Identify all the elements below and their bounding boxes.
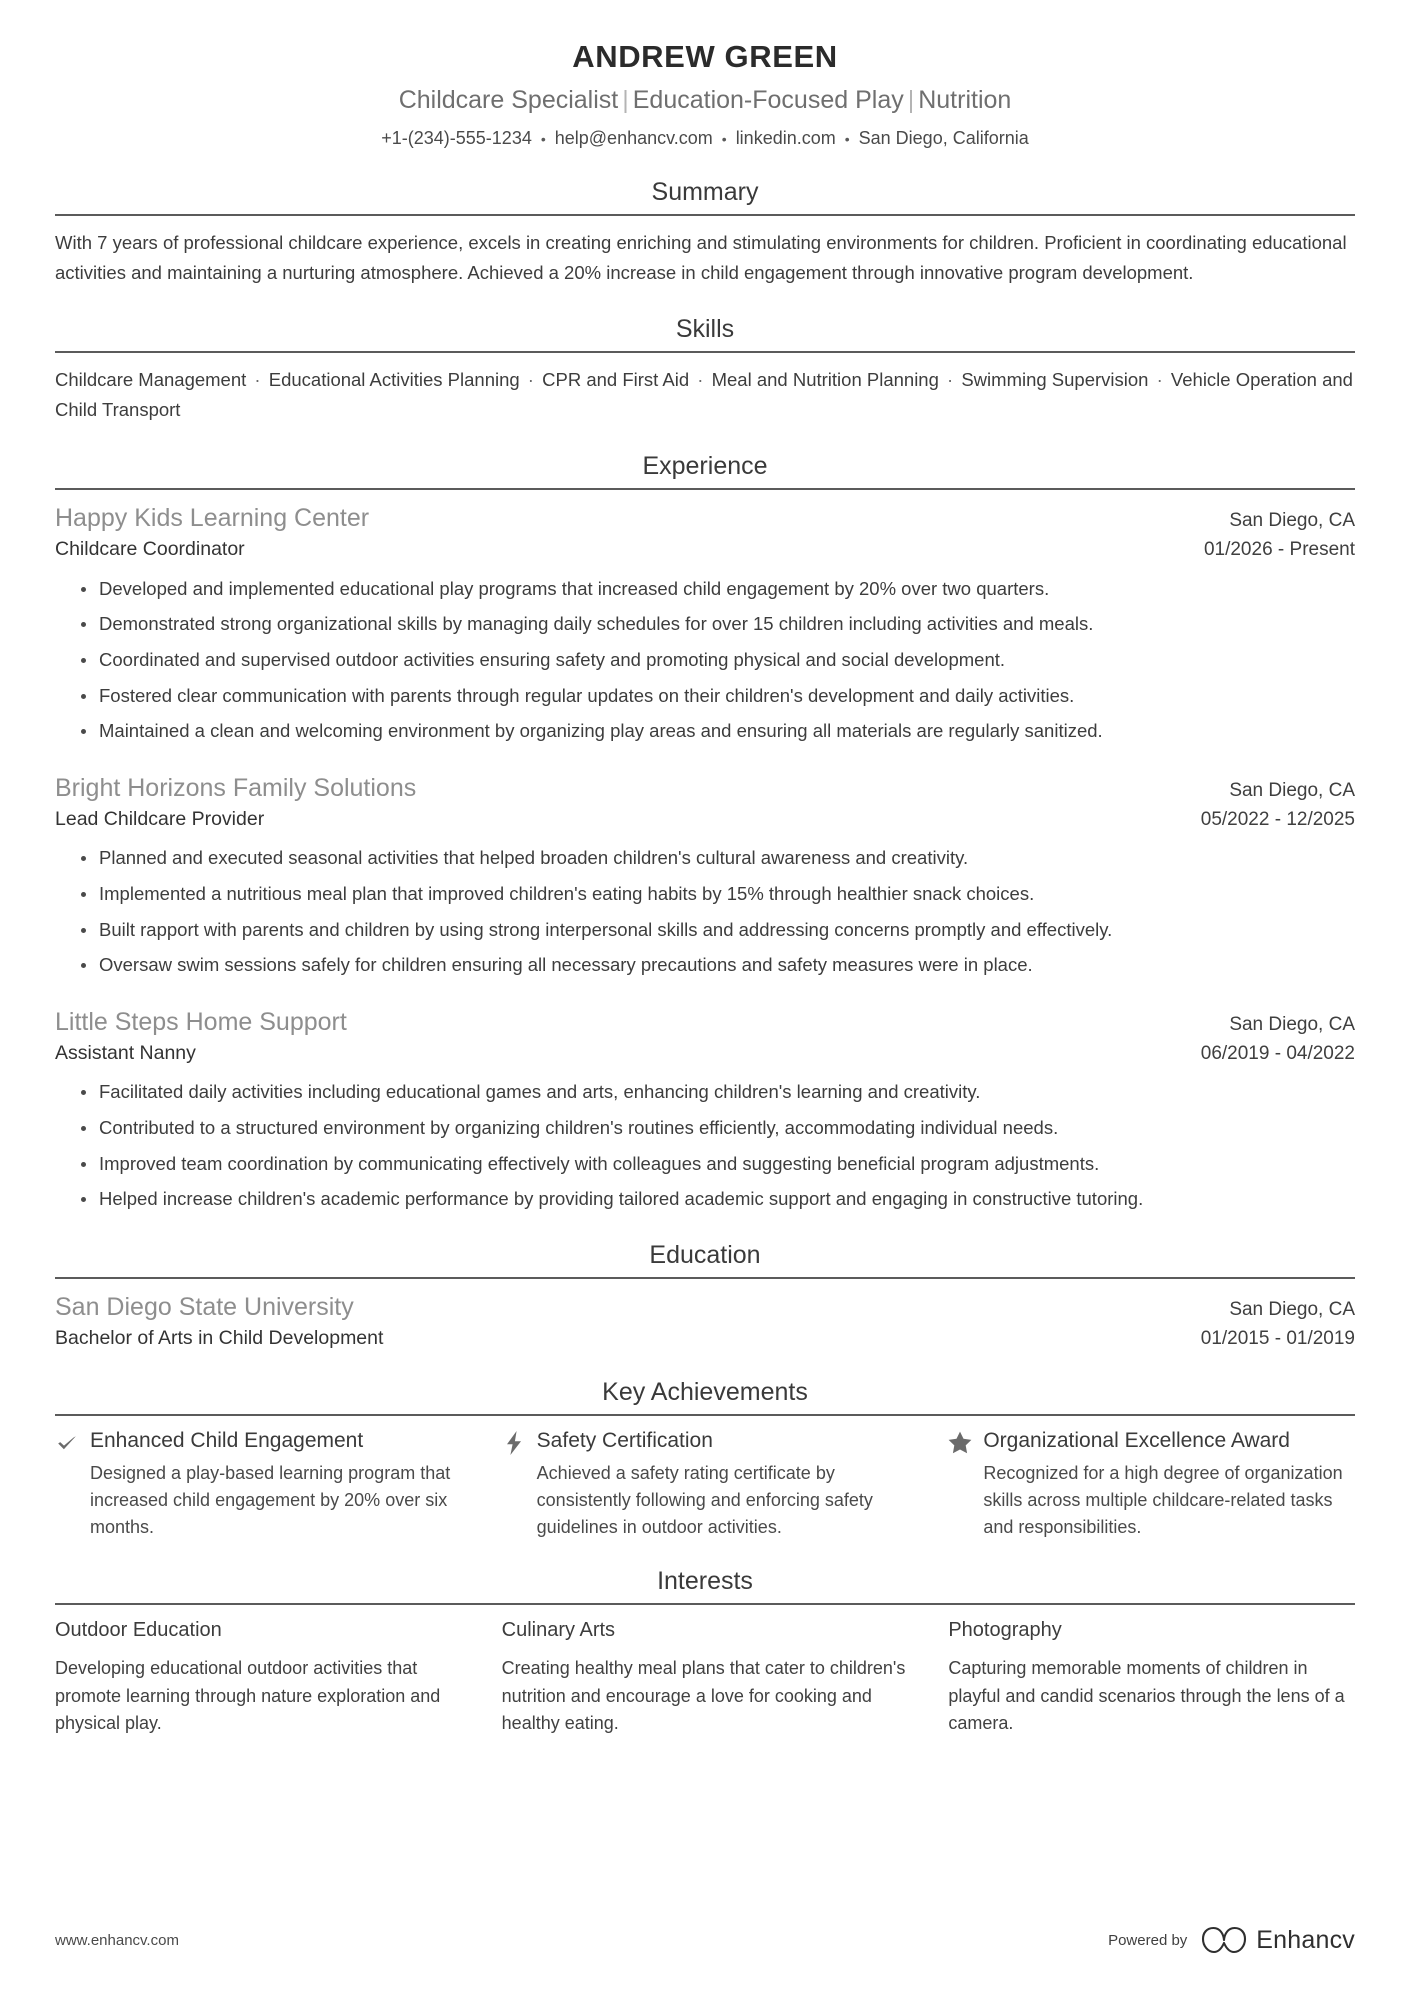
entry-subheader — [55, 1326, 1355, 1351]
school-location: San Diego, CA — [1229, 1299, 1355, 1321]
section-key-achievements — [55, 1377, 1355, 1540]
contact-phone: +1-(234)-555-1234 — [381, 128, 532, 149]
experience-entries — [55, 490, 1355, 1214]
bullet-separator-icon: • — [844, 130, 850, 147]
star-icon — [948, 1428, 972, 1454]
headline-separator: | — [907, 85, 915, 114]
experience-entry — [55, 502, 1355, 746]
skill-item: Educational Activities Planning — [268, 369, 520, 391]
summary-text: With 7 years of professional childcare experience, excels in creating enriching and stimulating environments for children. Proficient in coordinating educational activities and maintaining a nurturing atmosphere. Achieved a 20% increase in child engagement through innovative program development. — [55, 232, 1347, 284]
footer-branding — [1108, 1925, 1355, 1955]
skill-item: CPR and First Aid — [542, 369, 690, 391]
company-name: Little Steps Home Support — [55, 1008, 347, 1037]
skill-separator: · — [1151, 369, 1168, 391]
interest-title: Outdoor Education — [55, 1619, 222, 1642]
section-title-summary: Summary — [651, 178, 759, 207]
achievement-title: Enhanced Child Engagement — [90, 1429, 364, 1453]
resume-footer — [55, 1925, 1355, 1955]
job-title: Lead Childcare Provider — [55, 808, 265, 831]
achievement-description: Achieved a safety rating certificate by consistently following and enforcing safety guidelines in outdoor activities. — [536, 1463, 873, 1537]
check-icon — [55, 1428, 79, 1454]
education-dates: 01/2015 - 01/2019 — [1200, 1328, 1355, 1350]
experience-entry — [55, 772, 1355, 980]
interest-title: Photography — [948, 1619, 1062, 1642]
interest-description: Capturing memorable moments of children in playful and candid scenarios through the lens of a camera. — [948, 1658, 1345, 1733]
resume-header — [55, 0, 1355, 151]
section-summary — [55, 177, 1355, 288]
section-title-education: Education — [649, 1241, 761, 1270]
responsibility-item: Implemented a nutritious meal plan that improved children's eating habits by 15% through healthier snack choices. — [79, 880, 1355, 909]
contact-line — [55, 126, 1355, 151]
interest-description: Developing educational outdoor activities that promote learning through nature exploration and physical play. — [55, 1658, 441, 1733]
achievement-item — [55, 1428, 462, 1540]
responsibility-item: Built rapport with parents and children by using strong interpersonal skills and addressing concerns promptly and effectively. — [79, 916, 1355, 945]
bullet-separator-icon: • — [540, 130, 546, 147]
skill-item: Swimming Supervision — [961, 369, 1149, 391]
responsibility-item: Maintained a clean and welcoming environment by organizing play areas and ensuring all materials are regularly sanitized. — [79, 717, 1355, 746]
powered-by-label: Powered by — [1108, 1931, 1188, 1949]
section-title-key-achievements: Key Achievements — [602, 1378, 808, 1407]
enhancv-wordmark: Enhancv — [1256, 1925, 1355, 1954]
section-education — [55, 1240, 1355, 1351]
summary-body — [55, 216, 1355, 288]
company-name: Happy Kids Learning Center — [55, 504, 370, 533]
achievement-header — [948, 1428, 1355, 1455]
section-skills — [55, 314, 1355, 425]
section-title-skills: Skills — [675, 315, 735, 344]
skill-item: Childcare Management — [55, 369, 247, 391]
entry-header — [55, 502, 1355, 534]
interest-item — [55, 1617, 462, 1737]
achievement-header — [55, 1428, 462, 1455]
skill-item: Vehicle Operation and Child Transport — [55, 369, 1353, 421]
responsibility-item: Improved team coordination by communicating effectively with colleagues and suggesting beneficial program adjustments. — [79, 1150, 1355, 1179]
responsibility-item: Oversaw swim sessions safely for children ensuring all necessary precautions and safety measures were in place. — [79, 951, 1355, 980]
candidate-name: ANDREW GREEN — [572, 39, 838, 74]
headline-part-2: Education-Focused Play — [632, 85, 904, 114]
entry-header — [55, 1291, 1355, 1323]
job-dates: 01/2026 - Present — [1203, 539, 1355, 561]
enhancv-mark-icon — [1201, 1925, 1247, 1955]
contact-linkedin[interactable]: linkedin.com — [735, 128, 836, 149]
responsibility-item: Planned and executed seasonal activities that helped broaden children's cultural awareness and creativity. — [79, 844, 1355, 873]
section-experience — [55, 451, 1355, 1214]
job-title: Assistant Nanny — [55, 1042, 196, 1065]
section-title-interests: Interests — [657, 1567, 753, 1596]
entry-header — [55, 772, 1355, 804]
job-dates: 06/2019 - 04/2022 — [1200, 1043, 1355, 1065]
contact-location: San Diego, California — [858, 128, 1029, 149]
responsibility-item: Fostered clear communication with parents through regular updates on their children's development and daily activities. — [79, 682, 1355, 711]
section-interests — [55, 1566, 1355, 1737]
interest-description: Creating healthy meal plans that cater to children's nutrition and encourage a love for cooking and healthy eating. — [501, 1658, 906, 1733]
achievement-item — [948, 1428, 1355, 1540]
degree-title: Bachelor of Arts in Child Development — [55, 1327, 384, 1350]
education-entries — [55, 1279, 1355, 1351]
skill-separator: · — [522, 369, 540, 391]
headline-part-3: Nutrition — [918, 85, 1012, 114]
skill-separator: · — [692, 369, 709, 391]
entry-subheader — [55, 537, 1355, 562]
job-title: Childcare Coordinator — [55, 538, 245, 561]
education-entry — [55, 1291, 1355, 1351]
school-name: San Diego State University — [55, 1293, 354, 1322]
job-responsibilities — [55, 844, 1355, 980]
company-name: Bright Horizons Family Solutions — [55, 774, 417, 803]
interests-grid — [55, 1617, 1355, 1737]
experience-entry — [55, 1006, 1355, 1214]
footer-website-url[interactable]: www.enhancv.com — [55, 1931, 179, 1949]
skill-separator: · — [249, 369, 266, 391]
job-location: San Diego, CA — [1229, 780, 1355, 802]
responsibility-item: Demonstrated strong organizational skills by managing daily schedules for over 15 children including activities and meals. — [79, 610, 1355, 639]
responsibility-item: Contributed to a structured environment by organizing children's routines efficiently, accommodating individual needs. — [79, 1114, 1355, 1143]
interest-item — [948, 1617, 1355, 1737]
achievement-item — [502, 1428, 909, 1540]
job-responsibilities — [55, 1078, 1355, 1214]
interest-title: Culinary Arts — [501, 1619, 616, 1642]
headline-part-1: Childcare Specialist — [398, 85, 619, 114]
job-location: San Diego, CA — [1229, 510, 1355, 532]
section-title-experience: Experience — [642, 452, 768, 481]
candidate-headline — [55, 84, 1355, 117]
achievement-description: Designed a play-based learning program that increased child engagement by 20% over six months. — [90, 1463, 451, 1537]
enhancv-logo — [1201, 1925, 1355, 1955]
contact-email[interactable]: help@enhancv.com — [554, 128, 713, 149]
responsibility-item: Helped increase children's academic performance by providing tailored academic support and engaging in constructive tutoring. — [79, 1185, 1355, 1214]
job-responsibilities — [55, 575, 1355, 746]
headline-separator: | — [622, 85, 629, 114]
skills-body — [55, 353, 1355, 425]
entry-subheader — [55, 807, 1355, 832]
achievement-description: Recognized for a high degree of organization skills across multiple childcare-related tasks and responsibilities. — [983, 1463, 1343, 1537]
responsibility-item: Developed and implemented educational play programs that increased child engagement by 20% over two quarters. — [79, 575, 1355, 604]
bullet-separator-icon: • — [721, 130, 727, 147]
entry-header — [55, 1006, 1355, 1038]
skill-item: Meal and Nutrition Planning — [711, 369, 939, 391]
skill-separator: · — [941, 369, 959, 391]
achievement-title: Organizational Excellence Award — [983, 1429, 1290, 1453]
entry-subheader — [55, 1041, 1355, 1066]
responsibility-item: Coordinated and supervised outdoor activities ensuring safety and promoting physical and social development. — [79, 646, 1355, 675]
achievement-title: Safety Certification — [536, 1429, 713, 1453]
interest-item — [502, 1617, 909, 1737]
achievements-grid — [55, 1428, 1355, 1540]
responsibility-item: Facilitated daily activities including educational games and arts, enhancing children's learning and creativity. — [79, 1078, 1355, 1107]
achievement-header — [502, 1428, 909, 1455]
lightning-bolt-icon — [502, 1428, 526, 1454]
job-location: San Diego, CA — [1229, 1014, 1355, 1036]
job-dates: 05/2022 - 12/2025 — [1200, 809, 1355, 831]
skills-list — [55, 365, 1355, 425]
